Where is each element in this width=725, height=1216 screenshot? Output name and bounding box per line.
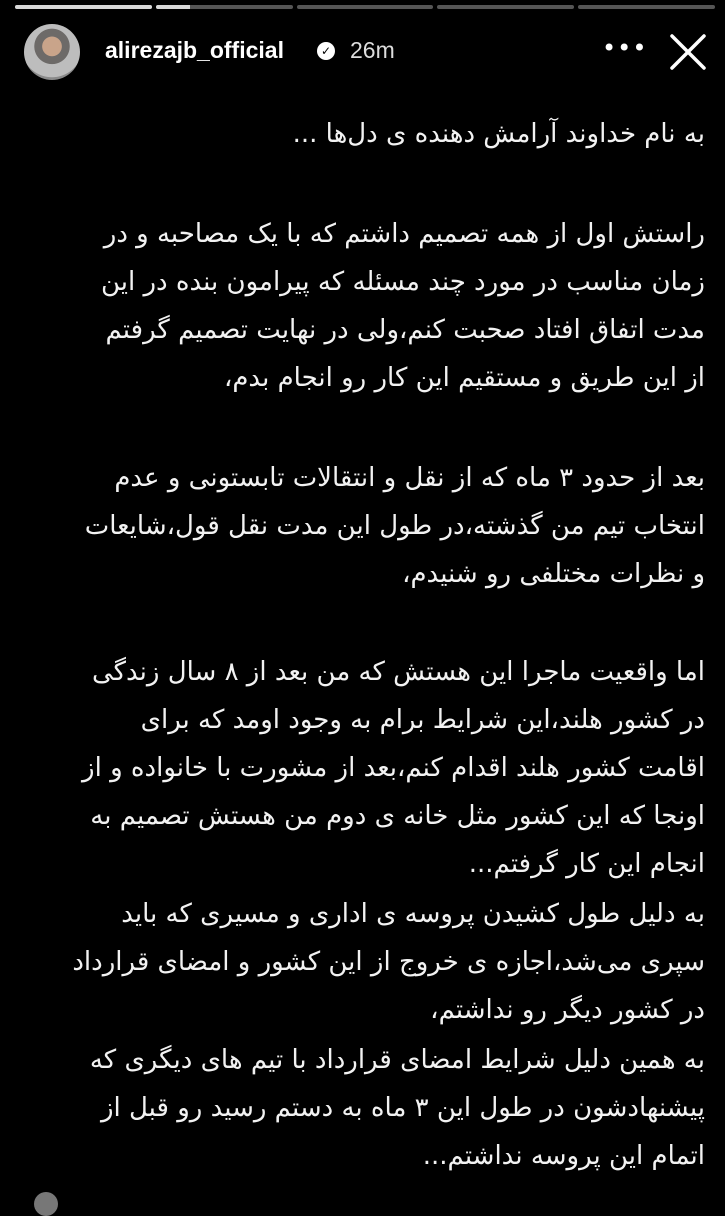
story-text-line: به همین دلیل شرایط امضای قرارداد با تیم های دیگری که [89,1045,705,1075]
story-text-line: در کشور دیگر رو نداشتم، [430,995,705,1025]
timestamp: 26m [350,37,395,63]
story-text-line: اما واقعیت ماجرا این هستش که من بعد از ۸ سال زندگی [91,657,705,687]
verified-badge-icon: ✓ [317,42,335,60]
story-text-line: اتمام این پروسه نداشتم... [422,1141,705,1171]
story-text-line: و نظرات مختلفی رو شنیدم، [402,559,705,589]
close-icon [666,30,710,74]
reply-avatar [34,1192,58,1216]
story-progress-segment [297,5,434,9]
story-text-line: پیشنهادشون در طول این ۳ ماه به دستم رسید رو قبل از [100,1093,705,1123]
story-text-line: زمان مناسب در مورد چند مسئله که پیرامون بنده در این [100,267,705,297]
story-text-line: بعد از حدود ۳ ماه که از نقل و انتقالات تابستونی و عدم [114,463,705,493]
story-text-line: به دلیل طول کشیدن پروسه ی اداری و مسیری که باید [121,899,705,929]
story-progress-segment [578,5,715,9]
story-text-line: مدت اتفاق افتاد صحبت کنم،ولی در نهایت تصمیم گرفتم [105,315,705,345]
progress-fill [156,5,190,9]
story-text-line: سپری می‌شد،اجازه ی خروج از این کشور و امضای قرارداد [72,947,705,977]
story-text-line: در کشور هلند،این شرایط برام به وجود اومد که برای [140,705,705,735]
story-text-line: انتخاب تیم من گذشته،در طول این مدت نقل قول،شایعات [84,511,705,541]
story-progress-segment [437,5,574,9]
story-progress-bars [15,5,715,9]
story-text-line: اقامت کشور هلند اقدام کنم،بعد از مشورت با خانواده و از [82,753,705,783]
story-text-line: انجام این کار گرفتم... [468,849,705,879]
progress-fill [15,5,152,9]
story-text-line: به نام خداوند آرامش دهنده ی دل‌ها ... [292,119,705,149]
more-options-button[interactable]: ••• [602,34,648,62]
username[interactable]: alirezajb_official [105,37,284,63]
story-text-line: از این طریق و مستقیم این کار رو انجام بدم، [223,363,705,393]
avatar[interactable] [24,24,80,80]
story-progress-segment [15,5,152,9]
close-button[interactable] [666,30,710,74]
story-progress-segment [156,5,293,9]
story-text-line: راستش اول از همه تصمیم داشتم که با یک مصاحبه و در [103,219,705,249]
story-text-line: اونجا که این کشور مثل خانه ی دوم من هستش تصمیم به [90,801,705,831]
